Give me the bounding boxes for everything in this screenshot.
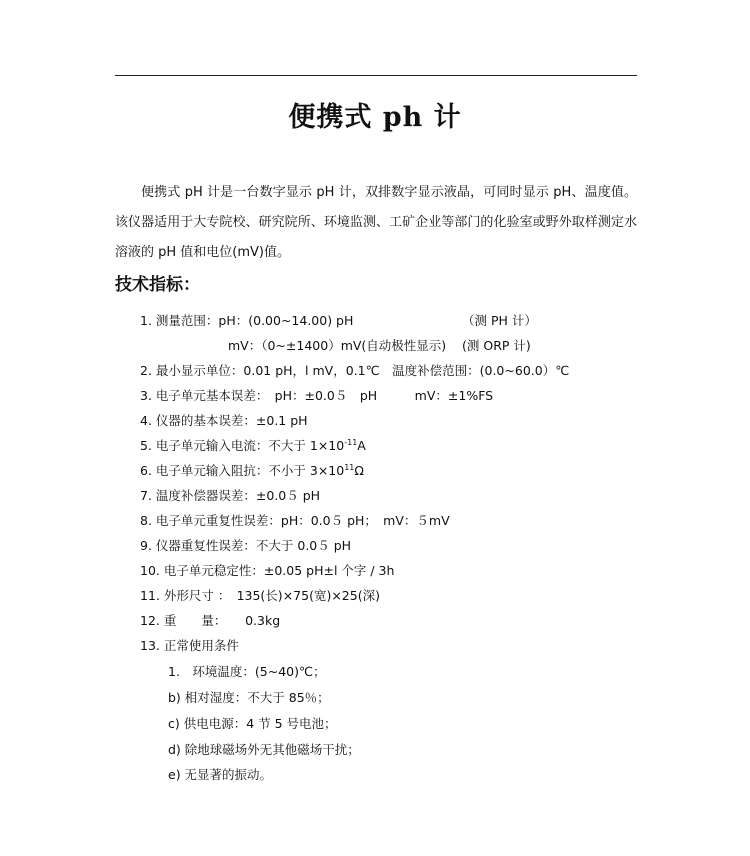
condition-temperature: 1. 环境温度：(5~40)℃； xyxy=(168,664,326,679)
header-rule xyxy=(115,75,637,76)
spec-4: 4. 仪器的基本误差：±0.1 pH xyxy=(140,413,308,428)
spec-8: 8. 电子单元重复性误差：pH：0.0５ pH； mV：５mV xyxy=(140,513,450,528)
spec-11: 11. 外形尺寸 ： 135(长)×75(宽)×25(深) xyxy=(140,588,380,603)
spec-2: 2. 最小显示单位：0.01 pH，l mV，0.1℃ 温度补偿范围：(0.0~60.0）℃ xyxy=(140,363,570,378)
spec-6 xyxy=(140,461,364,481)
spec-5-unit: A xyxy=(357,438,366,453)
spec-1-mv-note: (测 ORP 计) xyxy=(462,338,531,353)
condition-vibration: e) 无显著的振动。 xyxy=(168,767,273,782)
spec-6-exponent: 11 xyxy=(344,463,355,472)
spec-9: 9. 仪器重复性误差：不大于 0.0５ pH xyxy=(140,538,352,553)
spec-5 xyxy=(140,436,366,456)
spec-5-text: 5. 电子单元输入电流：不大于 1×10 xyxy=(140,438,345,453)
spec-3: 3. 电子单元基本误差： pH：±0.0５ pH mV：±1%FS xyxy=(140,388,494,403)
spec-1-range-mv: mV：（0~±1400）mV(自动极性显示) xyxy=(228,338,447,353)
spec-12: 12. 重 量： 0.3kg xyxy=(140,613,281,628)
intro-paragraph: 便携式 pH 计是一台数字显示 pH 计，双排数字显示液晶，可同时显示 pH、温度值。该仪器适用于大专院校、研究院所、环境监测、工矿企业等部门的化验室或野外取样测定水溶液的 pH 值和电位(mV)值。 xyxy=(115,185,637,260)
spec-5-exponent: -11 xyxy=(344,438,358,447)
spec-6-text: 6. 电子单元输入阻抗：不小于 3×10 xyxy=(140,463,345,478)
condition-magnetic: d) 除地球磁场外无其他磁场干扰； xyxy=(168,742,360,757)
condition-humidity: b) 相对湿度：不大于 85％； xyxy=(168,690,330,705)
spec-1-range-ph: 1. 测量范围：pH：(0.00~14.00) pH xyxy=(140,313,354,328)
spec-7: 7. 温度补偿器误差：±0.0５ pH xyxy=(140,488,321,503)
condition-power: c) 供电电源：4 节 5 号电池； xyxy=(168,716,337,731)
spec-10: 10. 电子单元稳定性：±0.05 pH±l 个字 / 3h xyxy=(140,563,395,578)
section-heading: 技术指标： xyxy=(115,275,200,295)
spec-13: 13. 正常使用条件 xyxy=(140,638,239,653)
spec-6-unit: Ω xyxy=(354,463,364,478)
spec-1-ph-note: （测 PH 计） xyxy=(462,313,537,328)
page-title: 便携式 ph 计 xyxy=(288,102,462,133)
